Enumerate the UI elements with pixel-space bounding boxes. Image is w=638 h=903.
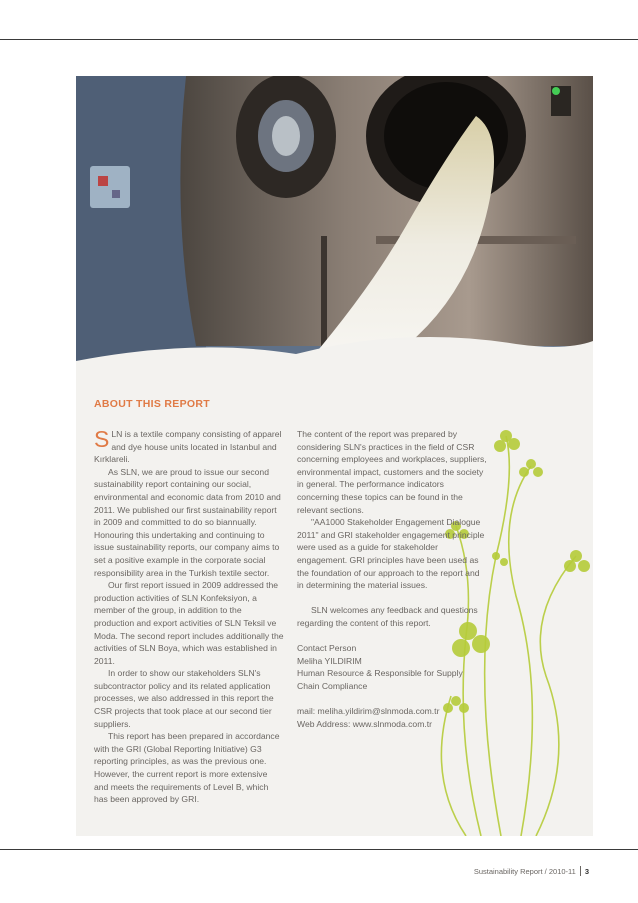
footer-label: Sustainability Report / 2010-11 — [473, 867, 576, 876]
contact-email[interactable]: mail: meliha.yildirim@slnmoda.com.tr — [297, 706, 440, 717]
page-footer — [474, 866, 589, 876]
contact-heading: Contact Person — [297, 643, 357, 654]
paragraph-5: This report has been prepared in accordance with the GRI (Global Reporting Initiative) G3 reporting principles, as was the previous one. However, the current report is more extensive and meets the requirements of Level B, which has been approved by GRI. — [94, 731, 280, 805]
feedback-paragraph: SLN welcomes any feedback and questions regarding the content of this report. — [297, 605, 478, 628]
web-address[interactable]: Web Address: www.slnmoda.com.tr — [297, 718, 433, 729]
stakeholder-paragraph: "AA1000 Stakeholder Engagement Dialogue 2011" and GRI stakeholder engagement principle were used as a guide for stakeholder engagement. GRI principles have been used as the foundation of our approach to the report and in determining the material issues. — [297, 517, 485, 591]
bottom-rule — [0, 849, 638, 850]
section-title: ABOUT THIS REPORT — [94, 398, 210, 410]
page-number: 3 — [584, 867, 589, 876]
top-rule — [0, 39, 638, 40]
paragraph-3: Our first report issued in 2009 addressed the production activities of SLN Konfeksiyon, a member of the group, in addition to the production and export activities of SLN Teksil ve Moda. The second report includes additionally the activities of SLN Boya, which was established in 2011. — [94, 580, 284, 666]
contact-name: Meliha YILDIRIM — [297, 655, 362, 666]
intro-paragraph — [94, 428, 284, 466]
paragraph-4: In order to show our stakeholders SLN's subcontractor policy and its related application processes, we also addressed in this report the CSR projects that took place at our second tier suppliers. — [94, 668, 274, 729]
intro-text: LN is a textile company consisting of apparel and dye house units located in Istanbul and Kırklareli. — [94, 429, 282, 465]
left-text-column — [94, 428, 284, 806]
content-paragraph: The content of the report was prepared by considering SLN's practices in the field of CSR concerning employees and workplaces, suppliers, environmental impact, customers and the society in general. The performance indicators concerning these topics can be found in the relevant sections. — [297, 429, 487, 515]
paragraph-2: As SLN, we are proud to issue our second sustainability report containing our social, environmental and economic data from 2010 and 2011. We published our first sustainability report in 2009 and committed to do so biannually. Honouring this undertaking and continuing to issue sustainability reports, our company aims to set a positive example in the corporate social responsibility area in the Turkish textile sector. — [94, 466, 281, 578]
right-text-column — [297, 428, 487, 730]
contact-title: Human Resource & Responsible for Supply Chain Compliance — [297, 668, 463, 691]
footer-separator — [580, 866, 581, 876]
drop-cap: S — [94, 426, 110, 452]
